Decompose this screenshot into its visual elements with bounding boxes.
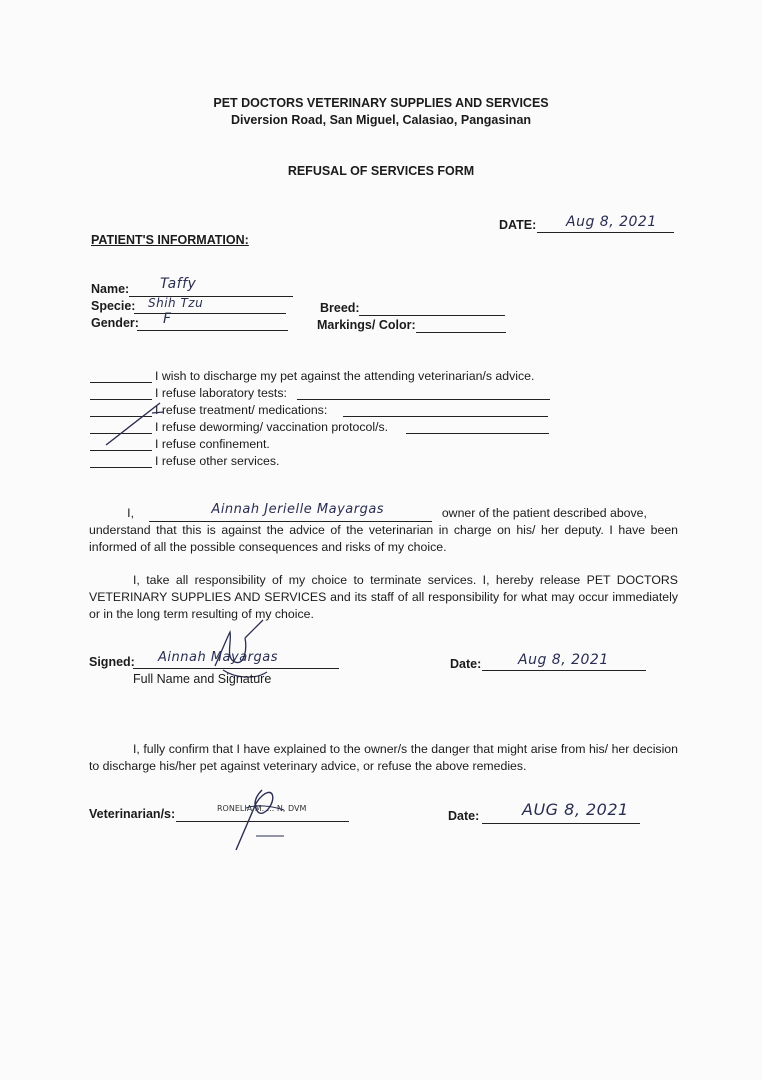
gender-label: Gender:: [91, 316, 139, 330]
name-label: Name:: [91, 282, 130, 296]
statement-release: I, take all responsibility of my choice to terminate services. I, hereby release PET DOCTORS VETERINARY SUPPLIES AND SERVICES and its staff of all responsibility for what may occur immediately or in the long term resulting of my choice.: [89, 573, 678, 621]
name-value: Taffy: [160, 276, 197, 292]
option-laboratory: I refuse laboratory tests:: [155, 386, 287, 400]
specie-label: Specie:: [91, 299, 136, 313]
specie-line: [134, 313, 286, 314]
statement-vet-confirm: I, fully confirm that I have explained to the owner/s the danger that might arise from his/ her decision to discharge his/her pet against veterinary advice, or refuse the above remedies.: [89, 742, 678, 773]
owner-name-line: [149, 502, 432, 522]
signed-caption: Full Name and Signature: [133, 672, 272, 686]
option-blank: [90, 467, 152, 468]
gender-line: [137, 330, 288, 331]
company-address: Diversion Road, San Miguel, Calasiao, Pangasinan: [230, 113, 532, 127]
option-blank: [90, 450, 152, 451]
option-blank: [90, 382, 152, 383]
signed-label: Signed:: [89, 655, 135, 669]
date-value: Aug 8, 2021: [566, 214, 657, 230]
option-confinement: I refuse confinement.: [155, 437, 270, 451]
signed-date-label: Date:: [450, 657, 482, 671]
date-label: DATE:: [499, 218, 537, 232]
vet-stamp-name: RONELIA M. ... N, DVM: [217, 804, 307, 813]
breed-label: Breed:: [320, 301, 360, 315]
markings-line: [416, 332, 506, 333]
statement-prefix: I,: [127, 506, 134, 520]
statement-owner: [89, 502, 678, 556]
signed-date-value: Aug 8, 2021: [518, 652, 609, 668]
option-treatment: I refuse treatment/ medications:: [155, 403, 328, 417]
vet-date-line: [482, 823, 640, 824]
signed-value: Ainnah Mayargas: [158, 650, 278, 665]
vet-signature: [232, 786, 292, 852]
vet-date-value: AUG 8, 2021: [522, 800, 629, 819]
gender-value: F: [163, 311, 172, 327]
option-deworming: I refuse deworming/ vaccination protocol/s.: [155, 420, 389, 434]
owner-name-value: Ainnah Jerielle Mayargas: [211, 502, 385, 517]
option-detail-line: [343, 416, 548, 417]
statement-text-a: owner of the patient described above,: [441, 506, 647, 520]
vet-date-label: Date:: [448, 809, 480, 823]
form-title: REFUSAL OF SERVICES FORM: [287, 164, 475, 178]
breed-line: [359, 315, 505, 316]
check-mark-stroke: [100, 400, 170, 450]
option-discharge: I wish to discharge my pet against the attending veterinarian/s advice.: [155, 369, 535, 383]
option-other: I refuse other services.: [155, 454, 280, 468]
veterinarian-label: Veterinarian/s:: [89, 807, 176, 821]
signed-date-line: [482, 670, 646, 671]
option-detail-line: [297, 399, 550, 400]
specie-value: Shih Tzu: [148, 296, 204, 310]
company-name: PET DOCTORS VETERINARY SUPPLIES AND SERVICES: [213, 96, 549, 110]
statement-text-b: understand that this is against the advice of the veterinarian in charge on his/ her deputy. I have been informed of all the possible consequences and risks of my choice.: [89, 523, 678, 554]
patient-section-title: PATIENT'S INFORMATION:: [91, 233, 249, 247]
option-detail-line: [406, 433, 549, 434]
markings-label: Markings/ Color:: [317, 318, 416, 332]
date-line: [537, 232, 674, 233]
